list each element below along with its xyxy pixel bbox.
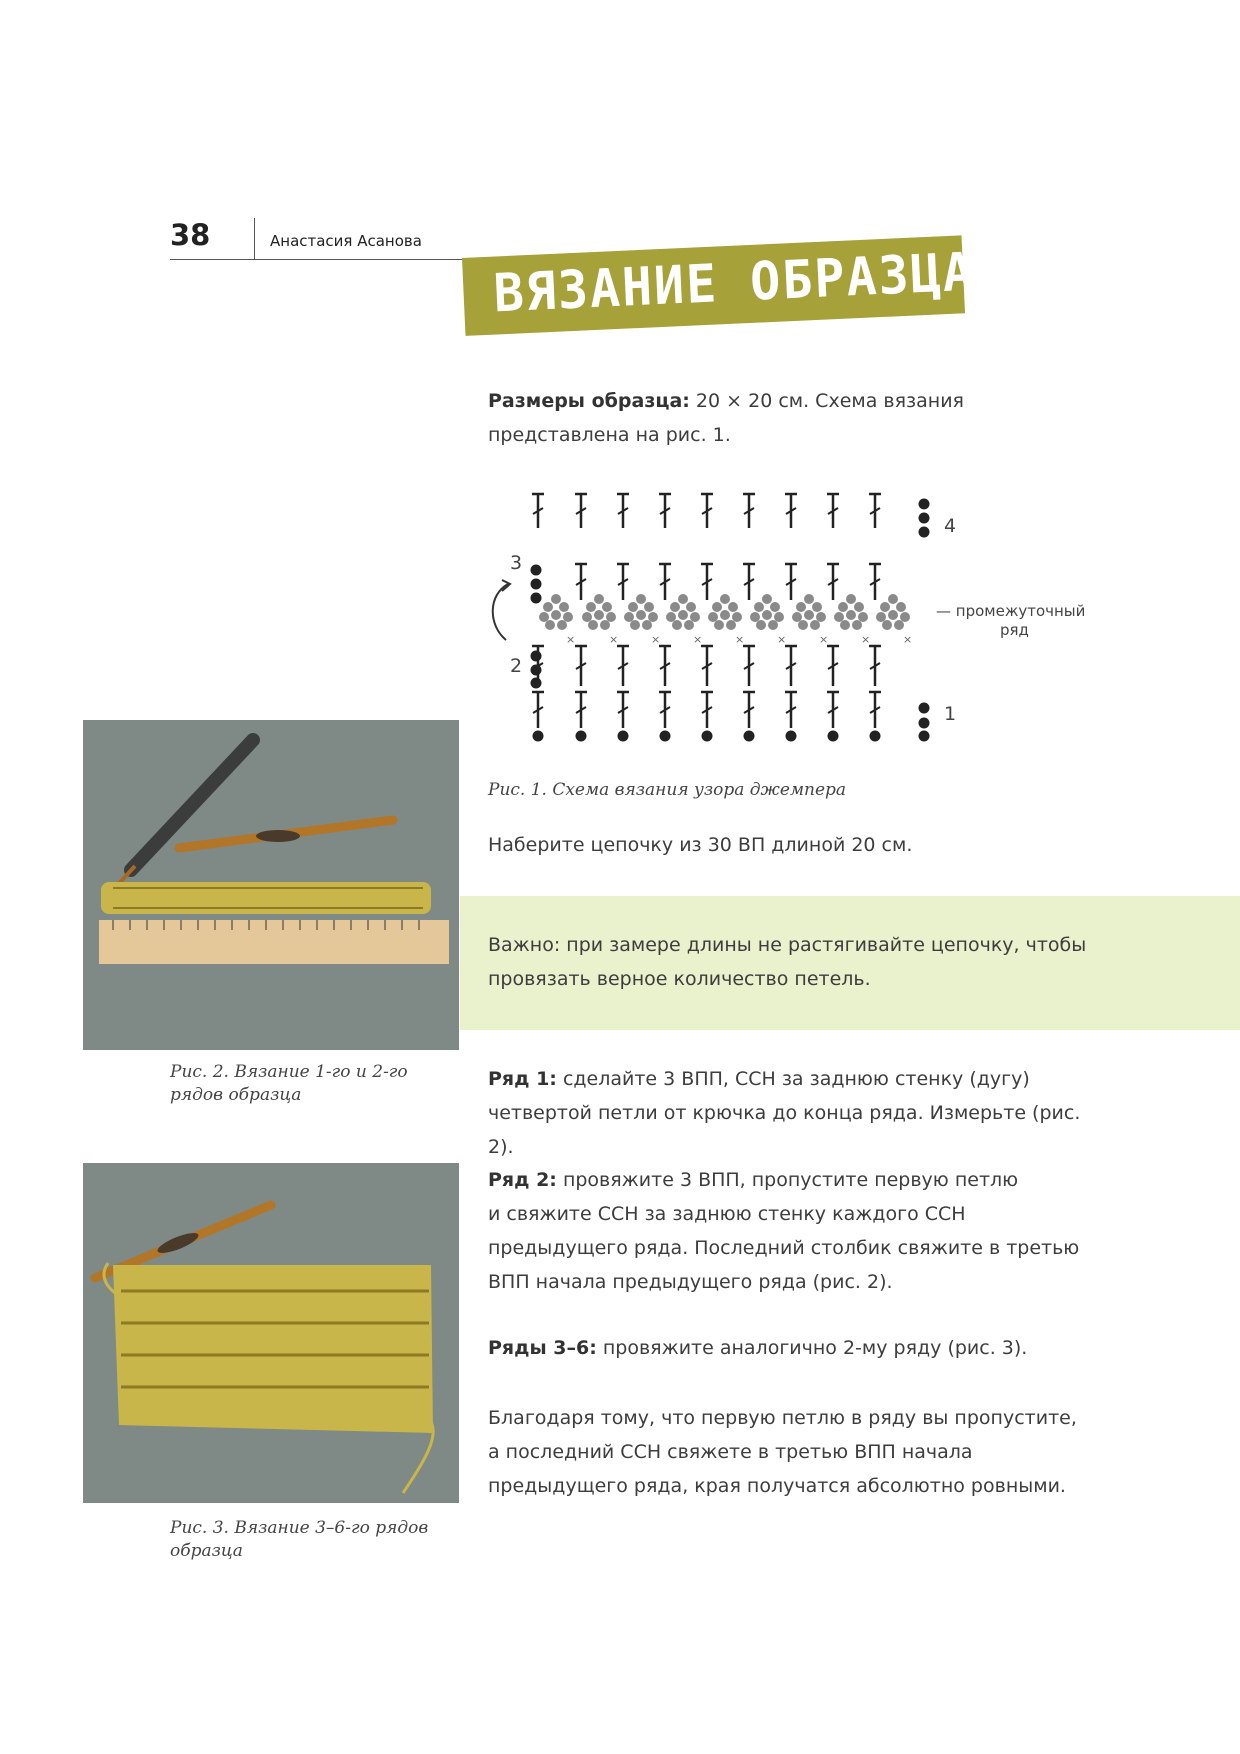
cluster-8-dot-5 (900, 612, 910, 622)
photo-rows-1-2-illustration (83, 720, 459, 1050)
cluster-x-7: × (861, 633, 871, 646)
rows36-label: Ряды 3–6: (488, 1337, 597, 1359)
cluster-x-2: × (651, 633, 661, 646)
turn-chain-2-2 (531, 651, 542, 662)
cluster-0-dot-3 (539, 612, 549, 622)
cluster-6-dot-5 (816, 612, 826, 622)
note-line-2: провязать верное количество петель. (488, 968, 871, 990)
turn-chain-4-1 (919, 513, 930, 524)
row1-label: Ряд 1: (488, 1068, 557, 1090)
cluster-2-dot-4 (636, 610, 646, 620)
row1-paragraph (488, 1062, 1108, 1164)
cluster-8-dot-7 (894, 620, 904, 630)
cluster-4-dot-7 (726, 620, 736, 630)
chain-paragraph: Наберите цепочку из 30 ВП длиной 20 см. (488, 834, 913, 856)
cluster-1-dot-0 (594, 594, 604, 604)
turn-chain-1-1 (919, 718, 930, 729)
cluster-5-dot-2 (770, 602, 780, 612)
chain-dot-4 (702, 731, 713, 742)
ruler (99, 920, 449, 964)
cluster-4-dot-4 (720, 610, 730, 620)
chain-dot-7 (828, 731, 839, 742)
cluster-4-dot-6 (714, 620, 724, 630)
turn-chain-2-1 (531, 665, 542, 676)
diagram-stitches (531, 494, 930, 742)
row2-line-2: и свяжите ССН за заднюю стенку каждого ССН (488, 1203, 966, 1225)
turn-chain-1-0 (919, 731, 930, 742)
cluster-7-dot-2 (854, 602, 864, 612)
cluster-x-8: × (903, 633, 913, 646)
cluster-1-dot-6 (588, 620, 598, 630)
page-title: ВЯЗАНИЕ ОБРАЗЦА (492, 241, 977, 325)
figure3-caption (170, 1517, 428, 1563)
rows36-text: провяжите аналогично 2-му ряду (рис. 3). (596, 1337, 1028, 1359)
cluster-8-dot-1 (880, 602, 890, 612)
cluster-5-dot-7 (768, 620, 778, 630)
figure2-caption-line-2: рядов образца (170, 1085, 302, 1105)
cluster-2-dot-7 (642, 620, 652, 630)
cluster-0-dot-2 (559, 602, 569, 612)
figure1-caption: Рис. 1. Схема вязания узора джемпера (488, 780, 847, 800)
chain-dot-1 (576, 731, 587, 742)
cluster-1-dot-3 (582, 612, 592, 622)
cluster-6-dot-7 (810, 620, 820, 630)
chain-dot-2 (618, 731, 629, 742)
cluster-2-dot-0 (636, 594, 646, 604)
chain-dot-8 (870, 731, 881, 742)
cluster-0-dot-6 (545, 620, 555, 630)
intro-text-2: представлена на рис. 1. (488, 424, 731, 446)
row-label-2: 2 (510, 655, 523, 677)
cluster-2-dot-1 (628, 602, 638, 612)
cluster-8-dot-0 (888, 594, 898, 604)
cluster-1-dot-2 (602, 602, 612, 612)
turn-arrow (493, 584, 508, 640)
cluster-8-dot-3 (876, 612, 886, 622)
figure3-caption-line-2: образца (170, 1541, 243, 1561)
row-label-3: 3 (510, 552, 523, 574)
photo-rows-3-6-illustration (83, 1163, 459, 1503)
cluster-6-dot-0 (804, 594, 814, 604)
cluster-4-dot-1 (712, 602, 722, 612)
photo-rows-1-2 (83, 720, 459, 1050)
title-banner (462, 235, 977, 336)
author-name: Анастасия Асанова (270, 232, 422, 250)
chain-dot-6 (786, 731, 797, 742)
row2-line-3: предыдущего ряда. Последний столбик свяжите в третью (488, 1237, 1080, 1259)
turn-chain-3-2 (531, 565, 542, 576)
cluster-7-dot-5 (858, 612, 868, 622)
page-number: 38 (170, 218, 211, 252)
closing-paragraph (488, 1401, 1108, 1503)
cluster-6-dot-3 (792, 612, 802, 622)
cluster-3-dot-4 (678, 610, 688, 620)
cluster-3-dot-6 (672, 620, 682, 630)
turn-chain-2-0 (531, 678, 542, 689)
cluster-7-dot-0 (846, 594, 856, 604)
cluster-x-5: × (777, 633, 787, 646)
chain-dot-0 (533, 731, 544, 742)
cluster-5-dot-5 (774, 612, 784, 622)
cluster-5-dot-0 (762, 594, 772, 604)
cluster-4-dot-3 (708, 612, 718, 622)
chain-dot-3 (660, 731, 671, 742)
turn-chain-4-0 (919, 527, 930, 538)
cluster-0-dot-0 (551, 594, 561, 604)
crochet-diagram (488, 480, 1128, 760)
cluster-x-3: × (693, 633, 703, 646)
cluster-6-dot-4 (804, 610, 814, 620)
cluster-2-dot-5 (648, 612, 658, 622)
closing-line-1: Благодаря тому, что первую петлю в ряду вы пропустите, (488, 1407, 1077, 1429)
cluster-4-dot-2 (728, 602, 738, 612)
cluster-5-dot-3 (750, 612, 760, 622)
cluster-3-dot-0 (678, 594, 688, 604)
hook-grip (256, 830, 300, 842)
cluster-7-dot-3 (834, 612, 844, 622)
intro-paragraph (488, 384, 1108, 452)
crochet-strip (101, 882, 431, 914)
header-separator (254, 218, 255, 260)
row2-paragraph (488, 1163, 1108, 1299)
cluster-3-dot-7 (684, 620, 694, 630)
turn-chain-4-2 (919, 499, 930, 510)
cluster-6-dot-6 (798, 620, 808, 630)
chain-dot-5 (744, 731, 755, 742)
cluster-x-1: × (609, 633, 619, 646)
row2-label: Ряд 2: (488, 1169, 557, 1191)
figure2-caption (170, 1061, 408, 1107)
cluster-8-dot-6 (882, 620, 892, 630)
cluster-8-dot-2 (896, 602, 906, 612)
cluster-1-dot-5 (606, 612, 616, 622)
note-line-1: Важно: при замере длины не растягивайте цепочку, чтобы (488, 934, 1087, 956)
cluster-3-dot-3 (666, 612, 676, 622)
closing-line-3: предыдущего ряда, края получатся абсолютно ровными. (488, 1475, 1066, 1497)
cluster-6-dot-1 (796, 602, 806, 612)
turn-chain-1-2 (919, 703, 930, 714)
cluster-0-dot-4 (551, 610, 561, 620)
turn-chain-3-0 (531, 593, 542, 604)
cluster-1-dot-1 (586, 602, 596, 612)
cluster-6-dot-2 (812, 602, 822, 612)
row-label-1: 1 (944, 703, 957, 725)
side-label-line1: — промежуточный (936, 602, 1086, 620)
cluster-x-0: × (566, 633, 576, 646)
cluster-3-dot-2 (686, 602, 696, 612)
figure2-caption-line-1: Рис. 2. Вязание 1-го и 2-го (170, 1062, 408, 1082)
cluster-5-dot-1 (754, 602, 764, 612)
cluster-0-dot-1 (543, 602, 553, 612)
rows36-paragraph (488, 1331, 1108, 1365)
cluster-7-dot-1 (838, 602, 848, 612)
cluster-2-dot-3 (624, 612, 634, 622)
cluster-2-dot-2 (644, 602, 654, 612)
cluster-7-dot-4 (846, 610, 856, 620)
cluster-8-dot-4 (888, 610, 898, 620)
cluster-7-dot-6 (840, 620, 850, 630)
side-label-line2: ряд (1000, 621, 1029, 639)
note-text (488, 928, 1108, 996)
cluster-3-dot-5 (690, 612, 700, 622)
cluster-x-6: × (819, 633, 829, 646)
cluster-4-dot-5 (732, 612, 742, 622)
cluster-1-dot-7 (600, 620, 610, 630)
intro-label: Размеры образца: (488, 390, 690, 412)
cluster-0-dot-5 (563, 612, 573, 622)
closing-line-2: а последний ССН свяжете в третью ВПП начала (488, 1441, 973, 1463)
turn-chain-3-1 (531, 579, 542, 590)
photo-rows-3-6 (83, 1163, 459, 1503)
cluster-1-dot-4 (594, 610, 604, 620)
figure3-caption-line-1: Рис. 3. Вязание 3–6-го рядов (170, 1518, 429, 1538)
cluster-3-dot-1 (670, 602, 680, 612)
row1-line-2: четвертой петли от крючка до конца ряда. Измерьте (рис. 2). (488, 1102, 1081, 1158)
cluster-5-dot-4 (762, 610, 772, 620)
row2-line-1: провяжите 3 ВПП, пропустите первую петлю (556, 1169, 1019, 1191)
cluster-x-4: × (735, 633, 745, 646)
row2-line-4: ВПП начала предыдущего ряда (рис. 2). (488, 1271, 893, 1293)
cluster-5-dot-6 (756, 620, 766, 630)
cluster-0-dot-7 (557, 620, 567, 630)
cluster-2-dot-6 (630, 620, 640, 630)
row1-line-1: сделайте 3 ВПП, ССН за заднюю стенку (дугу) (556, 1068, 1030, 1090)
row-label-4: 4 (944, 515, 957, 537)
cluster-4-dot-0 (720, 594, 730, 604)
cluster-7-dot-7 (852, 620, 862, 630)
intro-text-1: 20 × 20 см. Схема вязания (689, 390, 964, 412)
